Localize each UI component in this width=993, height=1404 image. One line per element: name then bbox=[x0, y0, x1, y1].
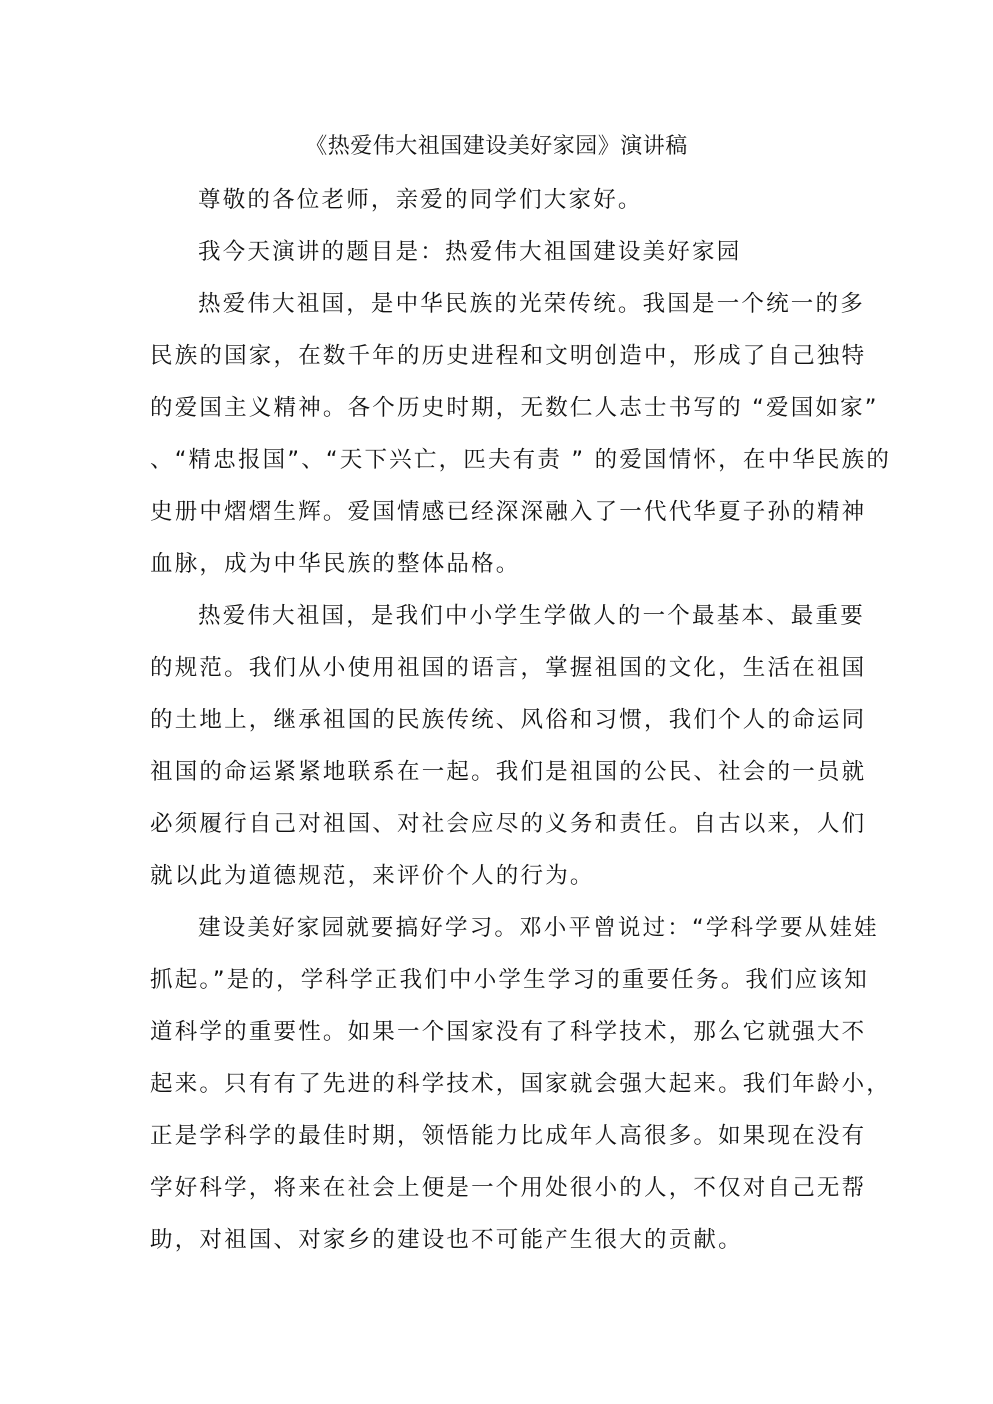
paragraph-3-line-5: 正是学科学的最佳时期，领悟能力比成年人高很多。如果现在没有 bbox=[150, 1123, 867, 1149]
paragraph-2-line-4: 祖国的命运紧紧地联系在一起。我们是祖国的公民、社会的一员就 bbox=[150, 759, 867, 785]
document-title: 《热爱伟大祖国建设美好家园》演讲稿 bbox=[305, 134, 688, 159]
paragraph-1-line-1: 热爱伟大祖国，是中华民族的光荣传统。我国是一个统一的多 bbox=[198, 291, 865, 317]
paragraph-3-line-6: 学好科学，将来在社会上便是一个用处很小的人，不仅对自己无帮 bbox=[150, 1175, 867, 1201]
paragraph-2-line-6: 就以此为道德规范，来评价个人的行为。 bbox=[150, 863, 595, 889]
paragraph-3-line-4: 起来。只有有了先进的科学技术，国家就会强大起来。我们年龄小， bbox=[150, 1071, 892, 1097]
paragraph-3-line-7: 助，对祖国、对家乡的建设也不可能产生很大的贡献。 bbox=[150, 1227, 743, 1253]
paragraph-2-line-2: 的规范。我们从小使用祖国的语言，掌握祖国的文化，生活在祖国 bbox=[150, 655, 867, 681]
topic-line: 我今天演讲的题目是：热爱伟大祖国建设美好家园 bbox=[198, 239, 742, 265]
paragraph-1-line-3: 的爱国主义精神。各个历史时期，无数仁人志士书写的 “爱国如家” bbox=[150, 395, 879, 421]
paragraph-3-line-3: 道科学的重要性。如果一个国家没有了科学技术，那么它就强大不 bbox=[150, 1019, 867, 1045]
paragraph-2-line-5: 必须履行自己对祖国、对社会应尽的义务和责任。自古以来，人们 bbox=[150, 811, 867, 837]
paragraph-1-line-2: 民族的国家，在数千年的历史进程和文明创造中，形成了自己独特 bbox=[150, 343, 867, 369]
paragraph-1-line-4: 、“精忠报国”、“天下兴亡，匹夫有责 ” 的爱国情怀，在中华民族的 bbox=[150, 447, 892, 473]
paragraph-1-line-5: 史册中熠熠生辉。爱国情感已经深深融入了一代代华夏子孙的精神 bbox=[150, 499, 867, 525]
paragraph-1-line-6: 血脉，成为中华民族的整体品格。 bbox=[150, 551, 521, 577]
paragraph-3-line-2: 抓起。”是的，学科学正我们中小学生学习的重要任务。我们应该知 bbox=[150, 967, 869, 993]
greeting-line: 尊敬的各位老师，亲爱的同学们大家好。 bbox=[198, 187, 643, 213]
paragraph-2-line-1: 热爱伟大祖国，是我们中小学生学做人的一个最基本、最重要 bbox=[198, 603, 865, 629]
paragraph-3-line-1: 建设美好家园就要搞好学习。邓小平曾说过：“学科学要从娃娃 bbox=[198, 915, 879, 941]
paragraph-2-line-3: 的土地上，继承祖国的民族传统、风俗和习惯，我们个人的命运同 bbox=[150, 707, 867, 733]
